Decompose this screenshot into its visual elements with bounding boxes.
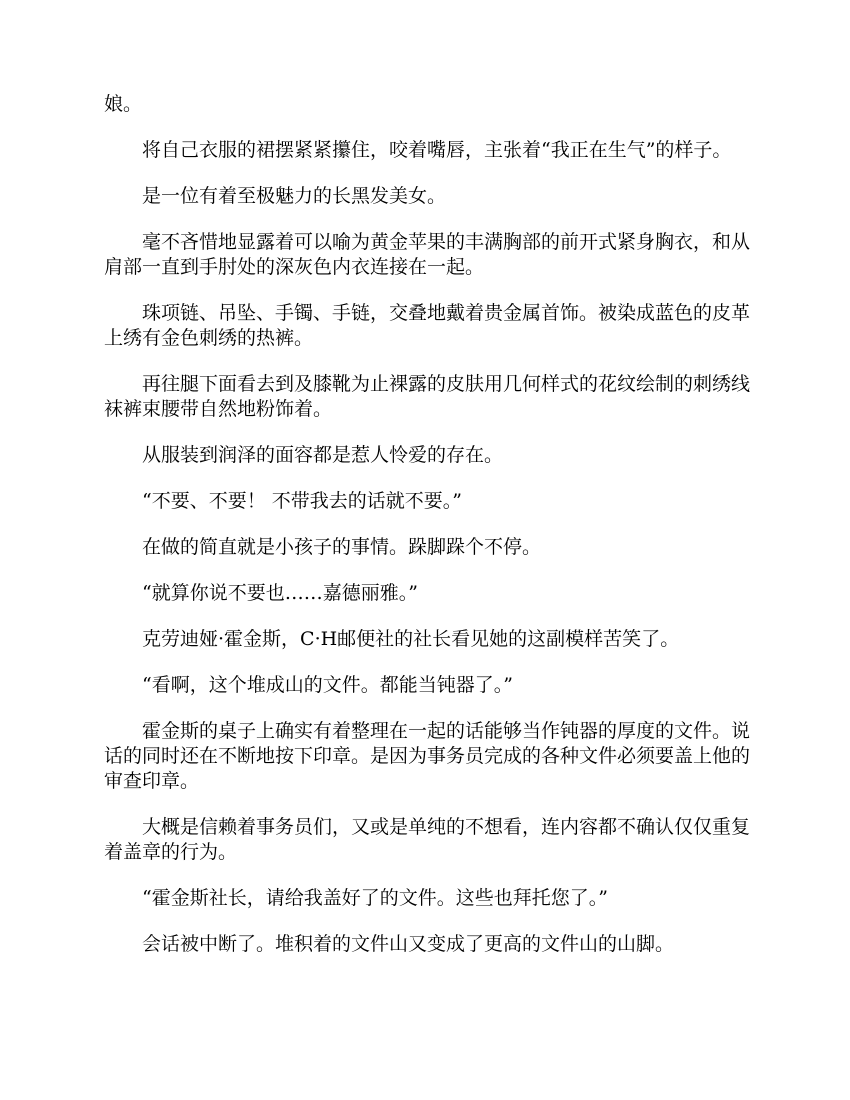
- paragraph-2: 将自己衣服的裙摆紧紧攥住，咬着嘴唇，主张着“我正在生气”的样子。: [142, 139, 732, 161]
- paragraph-7: 从服装到润泽的面容都是惹人怜爱的存在。: [142, 444, 504, 466]
- paragraph-12: “看啊，这个堆成山的文件。都能当钝器了。”: [142, 674, 513, 696]
- paragraph-11: 克劳迪娅·霍金斯，C·H邮便社的社长看见她的这副模样苦笑了。: [142, 628, 680, 650]
- paragraph-3: 是一位有着至极魅力的长黑发美女。: [142, 185, 447, 207]
- paragraph-16: 会话被中断了。堆积着的文件山又变成了更高的文件山的山脚。: [142, 933, 675, 955]
- paragraph-6: 再往腿下面看去到及膝靴为止裸露的皮肤用几何样式的花纹绘制的刺绣线袜裤束腰带自然地粉饰着。: [104, 373, 751, 420]
- paragraph-10: “就算你说不要也……嘉德丽雅。”: [142, 582, 418, 604]
- paragraph-13: 霍金斯的桌子上确实有着整理在一起的话能够当作钝器的厚度的文件。说话的同时还在不断地按下印章。是因为事务员完成的各种文件必须要盖上他的审查印章。: [104, 720, 751, 792]
- paragraph-4: 毫不吝惜地显露着可以喻为黄金苹果的丰满胸部的前开式紧身胸衣，和从肩部一直到手肘处的深灰色内衣连接在一起。: [104, 231, 751, 278]
- paragraph-1: 娘。: [104, 93, 143, 115]
- paragraph-8: “不要、不要！ 不带我去的话就不要。”: [142, 490, 462, 512]
- paragraph-15: “霍金斯社长，请给我盖好了的文件。这些也拜托您了。”: [142, 887, 608, 909]
- paragraph-14: 大概是信赖着事务员们，又或是单纯的不想看，连内容都不确认仅仅重复着盖章的行为。: [104, 816, 751, 863]
- paragraph-9: 在做的简直就是小孩子的事情。跺脚跺个不停。: [142, 536, 542, 558]
- paragraph-5: 珠项链、吊坠、手镯、手链，交叠地戴着贵金属首饰。被染成蓝色的皮革上绣有金色刺绣的热裤。: [104, 302, 751, 349]
- body-text: [104, 92, 750, 978]
